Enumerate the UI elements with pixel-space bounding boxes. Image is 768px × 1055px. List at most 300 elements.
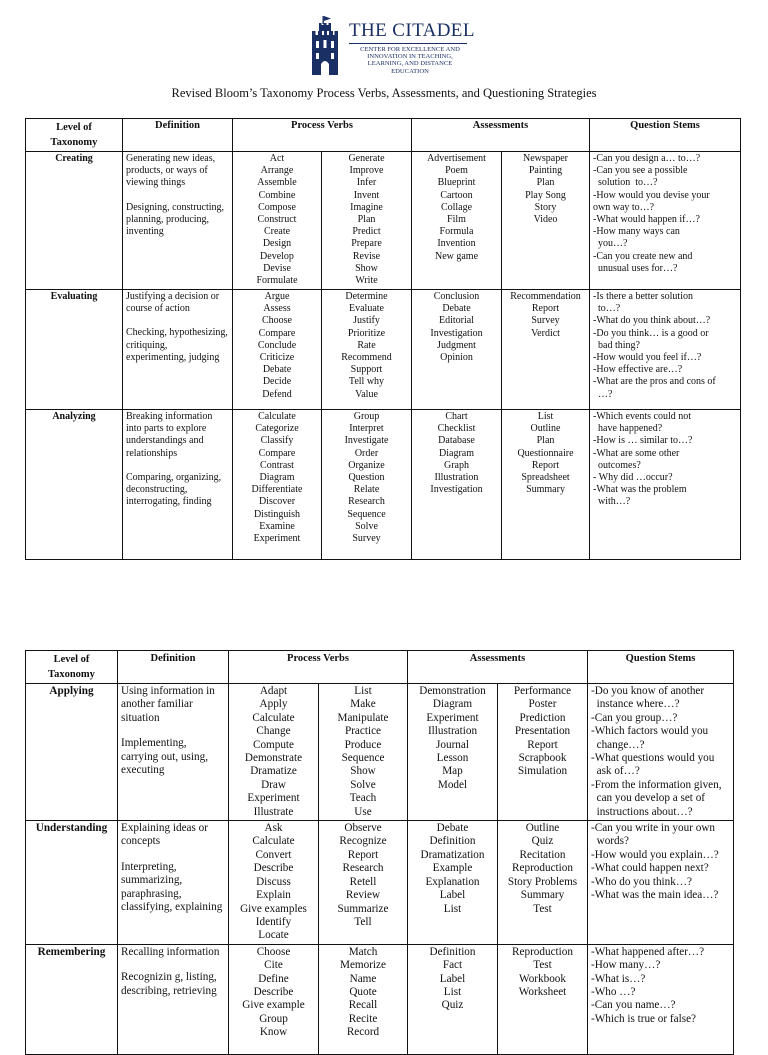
list-item: Opinion xyxy=(440,352,473,364)
list-item: Invent xyxy=(353,189,380,201)
list-item: Recall xyxy=(348,999,378,1012)
list-item: Calculate xyxy=(252,711,295,724)
list-item: Evaluate xyxy=(349,303,384,315)
question-stem: -Can you create new and xyxy=(593,250,693,262)
list-item: Solve xyxy=(355,520,378,532)
process-verbs-col-1 xyxy=(233,152,322,290)
definition-gap xyxy=(121,959,225,971)
list-item: Construct xyxy=(257,214,297,226)
list-item: Performance xyxy=(513,685,572,697)
list-item: Illustrate xyxy=(253,805,294,818)
list-item: Recommend xyxy=(341,352,392,364)
list-item: Calculate xyxy=(258,411,296,422)
definition-text: Interpreting, summarizing, paraphrasing, classifying, explaining xyxy=(121,860,223,914)
question-stem: -What are some other xyxy=(593,447,680,459)
list-item: Compare xyxy=(258,447,296,459)
taxonomy-row xyxy=(26,410,741,560)
list-item: Diagram xyxy=(259,472,295,484)
list-item: Draw xyxy=(261,778,286,791)
list-item: Investigation xyxy=(430,484,483,496)
definition-gap xyxy=(126,315,229,327)
logo-subtitle xyxy=(349,46,471,75)
header-assessments: Assessments xyxy=(408,651,588,684)
list-item: Poster xyxy=(528,698,557,711)
list-item: Group xyxy=(259,1012,288,1025)
header-level-line: Level of xyxy=(56,122,92,133)
list-item: Assess xyxy=(263,303,291,315)
level-name: Analyzing xyxy=(26,410,123,560)
question-stem: -Do you think… is a good or xyxy=(593,327,709,339)
list-item: Observe xyxy=(344,822,382,835)
list-item: Arrange xyxy=(260,165,294,177)
list-item: Dramatization xyxy=(420,848,485,861)
list-item: Create xyxy=(263,226,291,238)
list-item: Definition xyxy=(429,835,476,848)
list-item: Produce xyxy=(344,738,382,751)
list-item: Match xyxy=(348,945,378,958)
assessments-col-1 xyxy=(412,152,502,290)
question-stem: -How is … similar to…? xyxy=(593,435,693,447)
list-item: Make xyxy=(350,698,376,711)
list-item: Summary xyxy=(526,484,565,496)
question-stems-cell xyxy=(590,410,741,560)
question-stem: -Which is true or false? xyxy=(591,1012,697,1025)
definition-gap xyxy=(126,190,229,202)
taxonomy-row xyxy=(26,684,734,821)
list-item: Organize xyxy=(348,459,385,471)
list-item: Advertisement xyxy=(427,153,486,164)
definition-gap xyxy=(121,725,225,737)
header-definition: Definition xyxy=(123,119,233,152)
question-stem: you…? xyxy=(593,238,628,250)
definition-text: Justifying a decision or course of action xyxy=(126,291,220,315)
definition-text: Designing, constructing, planning, producing, inventing xyxy=(126,201,225,238)
process-verbs-col-2 xyxy=(322,410,412,560)
list-item: Debate xyxy=(262,364,292,376)
list-item: Order xyxy=(354,447,379,459)
list-item: Investigate xyxy=(344,435,389,447)
header-level-line: Level of xyxy=(53,654,90,665)
assessments-col-1 xyxy=(408,684,498,821)
list-item: Explanation xyxy=(425,875,480,888)
process-verbs-col-2 xyxy=(322,290,412,410)
list-item: Test xyxy=(533,959,552,972)
list-item: Database xyxy=(438,435,475,447)
list-item: Choose xyxy=(262,315,292,327)
list-item: Interpret xyxy=(349,423,384,435)
list-item: List xyxy=(537,411,554,422)
list-item: Assemble xyxy=(257,177,297,189)
list-item: Infer xyxy=(356,177,377,189)
assessments-col-2 xyxy=(502,152,590,290)
list-item: Model xyxy=(437,778,468,791)
list-item: Spreadsheet xyxy=(521,472,570,484)
list-item: Blueprint xyxy=(437,177,476,189)
list-item: Diagram xyxy=(439,447,474,459)
definition-text: Implementing, carrying out, using, executing xyxy=(121,737,208,777)
header-level xyxy=(26,651,118,684)
list-item: Survey xyxy=(352,533,381,545)
list-item: Newspaper xyxy=(523,153,568,164)
list-item: Act xyxy=(269,153,285,164)
assessments-col-2 xyxy=(502,410,590,560)
definition-text: Using information in another familiar situation xyxy=(121,685,215,724)
question-stem: instructions about…? xyxy=(591,805,693,818)
list-item: Demonstration xyxy=(419,685,486,697)
list-item: Practice xyxy=(344,725,382,738)
assessments-col-2 xyxy=(502,290,590,410)
list-item: Decide xyxy=(262,376,292,388)
question-stem: -How effective are…? xyxy=(593,364,683,376)
list-item: Develop xyxy=(260,250,294,262)
definition-cell xyxy=(118,821,229,945)
definition-cell xyxy=(123,410,233,560)
list-item: Demonstrate xyxy=(244,752,303,765)
list-item: Imagine xyxy=(350,201,383,213)
list-item: Tell why xyxy=(348,376,385,388)
list-item: Label xyxy=(439,972,466,985)
list-item: Survey xyxy=(531,315,560,327)
definition-text: Comparing, organizing, deconstructing, interrogating, finding xyxy=(126,471,222,508)
process-verbs-col-1 xyxy=(229,684,319,821)
list-item: Video xyxy=(533,214,558,226)
list-item: Plan xyxy=(536,177,555,189)
list-item: Reproduction xyxy=(512,862,573,875)
assessments-col-1 xyxy=(412,410,502,560)
level-name: Applying xyxy=(26,684,118,821)
question-stem: -Which factors would you xyxy=(591,725,709,738)
logo-subtitle-line: CENTER FOR EXCELLENCE AND xyxy=(360,46,460,53)
list-item: Formula xyxy=(439,226,474,238)
list-item: Retell xyxy=(349,875,377,888)
level-name: Creating xyxy=(26,152,123,290)
process-verbs-col-1 xyxy=(229,821,319,945)
question-stem: -Which events could not xyxy=(593,411,692,422)
list-item: Solve xyxy=(350,778,376,791)
list-item: Devise xyxy=(263,262,291,274)
list-item: Checklist xyxy=(437,423,476,435)
list-item: New game xyxy=(434,250,479,262)
taxonomy-row xyxy=(26,290,741,410)
definition-text: Checking, hypothesizing, critiquing, experimenting, judging xyxy=(126,327,228,363)
process-verbs-col-1 xyxy=(233,410,322,560)
list-item: Experiment xyxy=(426,711,479,724)
list-item: Conclusion xyxy=(433,291,480,302)
list-item: Justify xyxy=(353,315,380,327)
question-stem: -How many ways can xyxy=(593,226,680,238)
list-item: Revise xyxy=(352,250,381,262)
taxonomy-row xyxy=(26,152,741,290)
list-item: Summarize xyxy=(337,902,389,915)
question-stem: words? xyxy=(591,835,629,848)
castle-tower-icon xyxy=(310,16,340,76)
question-stem: -How would you feel if…? xyxy=(593,352,702,364)
question-stem: instance where…? xyxy=(591,698,680,711)
list-item: Argue xyxy=(264,291,290,302)
header-level xyxy=(26,119,123,152)
logo-subtitle-line: LEARNING, AND DISTANCE xyxy=(367,60,453,68)
process-verbs-col-1 xyxy=(233,290,322,410)
list-item: Dramatize xyxy=(250,765,297,778)
list-item: Convert xyxy=(255,848,292,861)
list-item: Report xyxy=(527,738,558,751)
question-stem: solution to…? xyxy=(593,177,658,189)
list-item: Diagram xyxy=(432,698,473,711)
question-stem: -Can you name…? xyxy=(591,999,676,1012)
list-item: Defend xyxy=(262,388,292,400)
taxonomy-row xyxy=(26,944,734,1054)
list-item: Lesson xyxy=(436,752,469,765)
list-item: Describe xyxy=(253,985,294,998)
list-item: Compute xyxy=(252,738,295,751)
list-item: Record xyxy=(346,1026,380,1039)
list-item: Identify xyxy=(255,915,292,928)
question-stem: -Can you design a… to…? xyxy=(593,153,701,164)
assessments-col-2 xyxy=(498,684,588,821)
list-item: Examine xyxy=(259,520,295,532)
header-process-verbs: Process Verbs xyxy=(233,119,412,152)
question-stem: have happened? xyxy=(593,423,663,435)
question-stem: unusual uses for…? xyxy=(593,262,678,274)
question-stem: -How many…? xyxy=(591,959,661,972)
assessments-col-1 xyxy=(408,944,498,1054)
list-item: Prepare xyxy=(351,238,382,250)
list-item: Review xyxy=(345,889,381,902)
list-item: Show xyxy=(355,262,378,274)
list-item: List xyxy=(443,985,462,998)
list-item: Adapt xyxy=(259,685,288,697)
definition-text: Recognizin g, listing, describing, retrieving xyxy=(121,971,217,997)
list-item: Worksheet xyxy=(518,985,567,998)
definition-cell xyxy=(123,290,233,410)
list-item: Relate xyxy=(353,484,380,496)
level-name: Understanding xyxy=(26,821,118,945)
list-item: Predict xyxy=(352,226,381,238)
list-item: Define xyxy=(258,972,289,985)
list-item: Give examples xyxy=(240,902,307,915)
list-item: Manipulate xyxy=(337,711,389,724)
list-item: Report xyxy=(347,848,379,861)
question-stems-cell xyxy=(590,152,741,290)
list-item: Apply xyxy=(259,698,288,711)
question-stem: -What was the problem xyxy=(593,484,687,496)
list-item: Ask xyxy=(264,822,283,835)
question-stem: -Who …? xyxy=(591,985,636,998)
question-stems-cell xyxy=(588,821,734,945)
list-item: Generate xyxy=(348,153,385,164)
level-name: Evaluating xyxy=(26,290,123,410)
list-item: Quote xyxy=(349,985,377,998)
question-stem: bad thing? xyxy=(593,339,640,351)
list-item: Cite xyxy=(264,959,283,972)
question-stem: -Can you group…? xyxy=(591,711,678,724)
list-item: Rate xyxy=(357,339,376,351)
list-item: Editorial xyxy=(439,315,474,327)
list-item: Summary xyxy=(520,889,565,902)
list-item: Report xyxy=(531,459,560,471)
question-stem: -How would you explain…? xyxy=(591,848,719,861)
list-item: Recitation xyxy=(519,848,566,861)
list-item: Quiz xyxy=(441,999,464,1012)
table-header-row xyxy=(26,651,734,684)
list-item: Questionnaire xyxy=(517,447,574,459)
question-stem: own way to…? xyxy=(593,201,655,213)
question-stem: -Can you write in your own xyxy=(591,822,715,835)
list-item: Collage xyxy=(440,201,473,213)
list-item: Debate xyxy=(436,822,469,835)
list-item: Discuss xyxy=(256,875,291,888)
list-item: Determine xyxy=(345,291,388,302)
definition-text: Generating new ideas, products, or ways of viewing things xyxy=(126,153,216,189)
question-stem: with…? xyxy=(593,496,631,508)
question-stem: -What is…? xyxy=(591,972,646,985)
citadel-logo xyxy=(310,14,475,78)
list-item: Plan xyxy=(536,435,555,447)
list-item: Outline xyxy=(525,822,560,835)
list-item: Reproduction xyxy=(512,945,573,958)
process-verbs-col-1 xyxy=(229,944,319,1054)
list-item: Sequence xyxy=(341,752,385,765)
list-item: Story Problems xyxy=(507,875,578,888)
definition-cell xyxy=(118,684,229,821)
list-item: Know xyxy=(259,1026,288,1039)
list-item: Value xyxy=(355,388,378,400)
header-process-verbs: Process Verbs xyxy=(229,651,408,684)
list-item: Quiz xyxy=(531,835,554,848)
list-item: Experiment xyxy=(247,792,300,805)
list-item: Recite xyxy=(348,1012,378,1025)
list-item: Fact xyxy=(442,959,463,972)
level-name: Remembering xyxy=(26,944,118,1054)
question-stem: -From the information given, xyxy=(591,778,722,791)
definition-cell xyxy=(123,152,233,290)
list-item: Recognize xyxy=(339,835,387,848)
process-verbs-col-2 xyxy=(319,821,408,945)
list-item: Categorize xyxy=(255,423,299,435)
logo-subtitle-line: INNOVATION IN TEACHING, xyxy=(367,53,453,61)
list-item: Workbook xyxy=(519,972,566,985)
list-item: Test xyxy=(533,902,552,915)
header-question-stems: Question Stems xyxy=(588,651,734,684)
question-stem: -Is there a better solution xyxy=(593,291,693,302)
list-item: Outline xyxy=(530,423,561,435)
question-stem: -What are the pros and cons of xyxy=(593,376,716,388)
list-item: Differentiate xyxy=(251,484,303,496)
assessments-col-2 xyxy=(498,821,588,945)
list-item: Verdict xyxy=(531,327,560,339)
list-item: Play Song xyxy=(525,189,566,201)
question-stem: -What could happen next? xyxy=(591,862,709,875)
question-stems-cell xyxy=(590,290,741,410)
list-item: Improve xyxy=(349,165,384,177)
list-item: Contrast xyxy=(260,459,294,471)
list-item: Map xyxy=(442,765,463,778)
question-stem: -How would you devise your xyxy=(593,189,710,201)
header-level-line: Taxonomy xyxy=(48,669,95,680)
list-item: Tell xyxy=(354,915,372,928)
list-item: Group xyxy=(353,411,380,422)
list-item: Locate xyxy=(258,929,289,942)
list-item: Simulation xyxy=(517,765,568,778)
list-item: Judgment xyxy=(437,339,476,351)
list-item: Recommendation xyxy=(510,291,581,302)
logo-subtitle-line: EDUCATION xyxy=(391,67,429,75)
list-item: Illustration xyxy=(427,725,478,738)
list-item: Conclude xyxy=(257,339,297,351)
list-item: Calculate xyxy=(252,835,295,848)
question-stem: change…? xyxy=(591,738,645,751)
question-stem: -Who do you think…? xyxy=(591,875,692,888)
list-item: Report xyxy=(531,303,560,315)
header-assessments: Assessments xyxy=(412,119,590,152)
question-stem: -What would happen if…? xyxy=(593,214,700,226)
list-item: Compare xyxy=(258,327,296,339)
question-stem: -What questions would you xyxy=(591,752,715,765)
list-item: Formulate xyxy=(256,275,298,287)
definition-cell xyxy=(118,944,229,1054)
list-item: Definition xyxy=(429,945,476,958)
header-definition: Definition xyxy=(118,651,229,684)
list-item: Combine xyxy=(258,189,296,201)
list-item: Classify xyxy=(260,435,294,447)
list-item: Choose xyxy=(256,945,291,958)
list-item: Criticize xyxy=(259,352,295,364)
question-stem: to…? xyxy=(593,303,621,315)
assessments-col-1 xyxy=(412,290,502,410)
list-item: Poem xyxy=(445,165,468,177)
list-item: Question xyxy=(348,472,385,484)
definition-text: Explaining ideas or concepts xyxy=(121,822,208,848)
list-item: Chart xyxy=(445,411,468,422)
question-stems-cell xyxy=(588,944,734,1054)
list-item: Discover xyxy=(258,496,296,508)
question-stem: - Why did …occur? xyxy=(593,472,673,484)
document-title: Revised Bloom’s Taxonomy Process Verbs, Assessments, and Questioning Strategies xyxy=(171,86,597,100)
process-verbs-col-2 xyxy=(319,684,408,821)
question-stem: -What happened after…? xyxy=(591,945,705,958)
list-item: Scrapbook xyxy=(518,752,567,765)
list-item: Teach xyxy=(349,792,377,805)
definition-text: Recalling information xyxy=(121,945,220,958)
list-item: Prioritize xyxy=(347,327,386,339)
list-item: Label xyxy=(439,889,466,902)
list-item: Example xyxy=(432,862,473,875)
list-item: Invention xyxy=(437,238,476,250)
question-stems-cell xyxy=(588,684,734,821)
logo-rule xyxy=(349,43,467,44)
question-stem: outcomes? xyxy=(593,459,641,471)
list-item: List xyxy=(443,902,462,915)
list-item: Illustration xyxy=(434,472,479,484)
list-item: Explain xyxy=(256,889,291,902)
list-item: Memorize xyxy=(340,959,386,972)
process-verbs-col-2 xyxy=(319,944,408,1054)
list-item: List xyxy=(354,685,372,697)
list-item: Use xyxy=(354,805,372,818)
assessments-col-1 xyxy=(408,821,498,945)
taxonomy-table-upper xyxy=(25,118,741,560)
list-item: Show xyxy=(350,765,376,778)
list-item: Name xyxy=(349,972,377,985)
taxonomy-row xyxy=(26,821,734,945)
taxonomy-table-lower xyxy=(25,650,734,1055)
list-item: Painting xyxy=(528,165,563,177)
table-header-row xyxy=(26,119,741,152)
list-item: Support xyxy=(350,364,383,376)
question-stem: -Do you know of another xyxy=(591,685,705,697)
list-item: Experiment xyxy=(253,533,301,545)
definition-gap xyxy=(121,849,225,861)
